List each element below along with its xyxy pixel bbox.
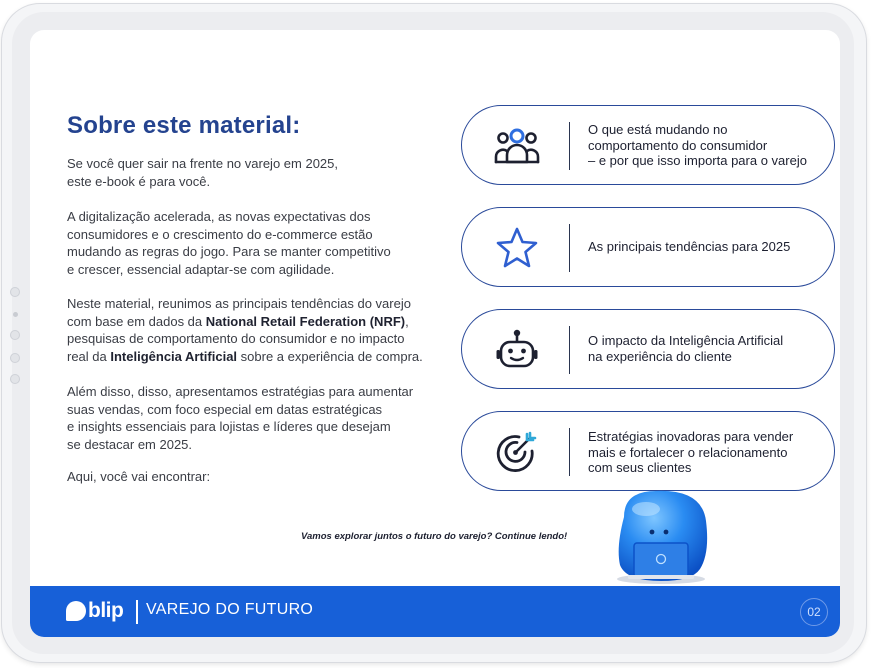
card-line: comportamento do consumidor	[588, 137, 768, 153]
card-text	[588, 333, 820, 364]
card-divider	[569, 224, 570, 272]
paragraph-text: sobre a experiência de compra.	[237, 348, 423, 364]
card-line: Estratégias inovadoras para vender	[588, 429, 794, 444]
intro-paragraph	[67, 155, 427, 190]
paragraph-line: suas vendas, com foco especial em datas estratégicas	[67, 401, 383, 417]
tablet-side-button	[10, 374, 20, 384]
card-line: As principais tendências para 2025	[588, 239, 791, 254]
card-divider	[569, 428, 570, 476]
paragraph-line: se destacar em 2025.	[67, 436, 193, 452]
blip-mascot-illustration	[606, 487, 716, 587]
robot-icon	[494, 328, 540, 372]
tablet-side-button	[10, 287, 20, 297]
ebook-page	[30, 30, 840, 637]
paragraph-line: pesquisas de comportamento do consumidor e no impacto	[67, 331, 405, 346]
digitalization-paragraph	[67, 208, 427, 278]
find-here-paragraph: Aqui, você vai encontrar:	[67, 469, 211, 484]
ai-emphasis: Inteligência Artificial	[110, 348, 238, 364]
star-icon	[494, 226, 540, 270]
card-line: com seus clientes	[588, 460, 692, 475]
card-divider	[569, 326, 570, 374]
paragraph-text: ,	[405, 313, 409, 329]
paragraph-line: Neste material, reunimos as principais tendências do varejo	[67, 296, 411, 311]
footer-separator	[136, 600, 138, 624]
footer-bar	[30, 586, 840, 637]
tablet-side-button	[10, 353, 20, 363]
card-line: O que está mudando no	[588, 122, 728, 137]
paragraph-line: mudando as regras do jogo. Para se manter competitivo	[67, 244, 391, 259]
card-text	[588, 239, 820, 255]
paragraph-text: com base em dados da	[67, 313, 206, 329]
paragraph-line: consumidores e o crescimento do e-commerce estão	[67, 226, 373, 242]
topic-card-ai	[461, 309, 835, 389]
paragraph-line: Além disso, disso, apresentamos estratégias para aumentar	[67, 384, 414, 399]
card-line: mais e fortalecer o relacionamento	[588, 444, 788, 460]
tablet-camera-dot	[13, 312, 18, 317]
card-line: O impacto da Inteligência Artificial	[588, 333, 784, 348]
blip-logo	[66, 598, 123, 624]
paragraph-line: A digitalização acelerada, as novas expectativas dos	[67, 209, 371, 224]
logo-wordmark: blip	[88, 599, 124, 622]
paragraph-line: e insights essenciais para lojistas e líderes que desejam	[67, 419, 391, 434]
paragraph-text: real da	[67, 348, 111, 364]
tagline: Vamos explorar juntos o futuro do varejo? Continue lendo!	[301, 531, 568, 542]
intro-line: Se você quer sair na frente no varejo em 2025,	[67, 156, 338, 171]
section-title: VAREJO DO FUTURO	[146, 601, 314, 618]
strategies-paragraph	[67, 383, 427, 453]
people-group-icon	[494, 124, 540, 168]
card-text	[588, 429, 820, 476]
page-number: 02	[800, 598, 828, 626]
card-text	[588, 122, 820, 169]
card-divider	[569, 122, 570, 170]
nrf-emphasis: National Retail Federation (NRF)	[205, 313, 406, 329]
page-title: Sobre este material:	[67, 112, 301, 139]
card-line: – e por que isso importa para o varejo	[588, 153, 807, 168]
intro-line: este e-book é para você.	[67, 173, 211, 189]
tablet-side-button	[10, 330, 20, 340]
topic-card-consumer-behavior	[461, 105, 835, 185]
topic-card-trends	[461, 207, 835, 287]
target-icon	[494, 430, 540, 474]
topic-card-strategies	[461, 411, 835, 491]
speech-bubble-icon	[66, 601, 86, 621]
card-line: na experiência do cliente	[588, 348, 732, 364]
paragraph-line: e crescer, essencial adaptar-se com agilidade.	[67, 261, 335, 277]
material-paragraph	[67, 295, 427, 365]
